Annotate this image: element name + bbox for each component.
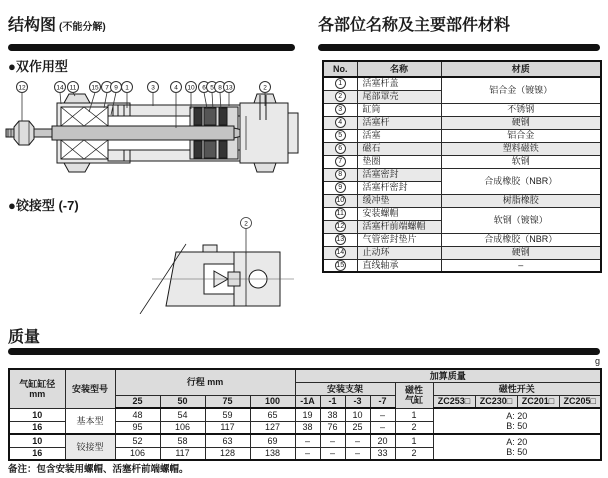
- stroke-cell: 58: [160, 434, 205, 447]
- part-name: 缸筒: [357, 103, 441, 116]
- bracket-cell: –: [295, 447, 320, 460]
- part-name: 活塞: [357, 129, 441, 142]
- part-no: [323, 116, 357, 129]
- part-name: 尾部罩壳: [357, 90, 441, 103]
- stroke-cell: 63: [205, 434, 250, 447]
- materials-row-11: [323, 207, 601, 220]
- materials-row-5: [323, 129, 601, 142]
- magnet-header-line2: 气缸: [405, 395, 424, 405]
- bracket-cell: –: [370, 408, 395, 421]
- col-header-name: 名称: [357, 61, 441, 77]
- mass-header-row-1: [9, 369, 601, 382]
- part-material: 塑料磁铁: [441, 142, 601, 155]
- structure-divider-bar: [8, 44, 295, 51]
- switch-mass-cell: [433, 408, 601, 434]
- bracket-cell: 10: [345, 408, 370, 421]
- part-material: 合成橡胶（NBR）: [441, 168, 601, 194]
- circled-number: 5: [335, 130, 346, 141]
- stroke-cell: 127: [250, 421, 295, 434]
- svg-text:15: 15: [91, 84, 99, 92]
- svg-text:1: 1: [125, 84, 129, 92]
- svg-text:7: 7: [105, 84, 109, 92]
- part-no: [323, 246, 357, 259]
- stroke-cell: 65: [250, 408, 295, 421]
- bracket-cell: 38: [320, 408, 345, 421]
- stroke-cell: 52: [115, 434, 160, 447]
- mass-row-hinge-10: [9, 434, 601, 447]
- svg-text:3: 3: [151, 84, 155, 92]
- bracket-cell: –: [320, 434, 345, 447]
- part-no: [323, 168, 357, 181]
- magnet-cell: 1: [395, 434, 433, 447]
- materials-row-13: [323, 233, 601, 246]
- circled-number: 12: [336, 223, 345, 231]
- callout-2: [260, 82, 271, 93]
- stroke-cell: 54: [160, 408, 205, 421]
- circled-number: 9: [335, 182, 346, 193]
- part-no: [323, 90, 357, 103]
- circled-number: 14: [336, 249, 345, 257]
- bore-header-line2: mm: [29, 388, 46, 399]
- mount-type-cell: 铰接型: [65, 434, 115, 460]
- mass-row-basic-10: [9, 408, 601, 421]
- col-header-switch-zc205: ZC205□: [559, 395, 601, 408]
- part-name: 活塞杆密封: [357, 181, 441, 194]
- col-header-switch-zc230: ZC230□: [475, 395, 517, 408]
- part-material: 硬钢: [441, 246, 601, 259]
- svg-text:11: 11: [69, 84, 77, 92]
- bracket-cell: 38: [295, 421, 320, 434]
- materials-row-6: [323, 142, 601, 155]
- svg-text:10: 10: [187, 84, 195, 92]
- stroke-cell: 117: [160, 447, 205, 460]
- materials-row-1: [323, 77, 601, 90]
- mass-section-title: 质量: [8, 329, 41, 346]
- magnet-cell: 2: [395, 421, 433, 434]
- mount-type-cell: 基本型: [65, 408, 115, 434]
- col-header-material: 材质: [441, 61, 601, 77]
- stroke-cell: 138: [250, 447, 295, 460]
- hinge-type-diagram: [0, 214, 300, 314]
- double-acting-label: ●双作用型: [8, 59, 68, 74]
- materials-row-3: [323, 103, 601, 116]
- switch-mass-b: B: 50: [506, 447, 528, 457]
- part-material: 软钢（镀镍）: [441, 207, 601, 233]
- svg-text:13: 13: [225, 84, 233, 92]
- structure-title-note: (不能分解): [59, 22, 106, 33]
- bore-cell: 16: [9, 421, 65, 434]
- circled-number: 2: [335, 91, 346, 102]
- part-name: 活塞杆盖: [357, 77, 441, 90]
- stroke-cell: 106: [160, 421, 205, 434]
- footnote: 备注：包含安装用螺帽、活塞杆前端螺帽。: [8, 464, 189, 475]
- part-material: 树脂橡胶: [441, 194, 601, 207]
- svg-text:2: 2: [244, 220, 248, 228]
- stroke-cell: 59: [205, 408, 250, 421]
- switch-mass-a: A: 20: [506, 437, 528, 447]
- cylinder-cross-section: [6, 94, 298, 172]
- materials-header-row: [323, 61, 601, 77]
- part-material: 硬钢: [441, 116, 601, 129]
- bracket-cell: 20: [370, 434, 395, 447]
- col-header-switch-group: 磁性开关: [433, 382, 601, 395]
- svg-text:5: 5: [210, 84, 214, 92]
- materials-table: [322, 60, 602, 273]
- part-no: [323, 207, 357, 220]
- part-no: [323, 129, 357, 142]
- svg-text:8: 8: [218, 84, 222, 92]
- callout-numbers: [17, 82, 271, 93]
- circled-number: 7: [335, 156, 346, 167]
- mass-unit-label: g: [594, 356, 600, 366]
- col-header-switch-zc253: ZC253□: [433, 395, 475, 408]
- col-header-stroke-25: 25: [115, 395, 160, 408]
- magnet-cell: 2: [395, 447, 433, 460]
- materials-row-4: [323, 116, 601, 129]
- bore-cell: 10: [9, 434, 65, 447]
- callout-1: [122, 82, 133, 93]
- callout-13: [224, 82, 235, 93]
- mass-table: [8, 368, 602, 461]
- circled-number: 15: [336, 261, 345, 269]
- mass-divider-bar: [8, 348, 600, 355]
- part-name: 缓冲垫: [357, 194, 441, 207]
- col-header-stroke-100: 100: [250, 395, 295, 408]
- part-name: 活塞杆: [357, 116, 441, 129]
- bracket-cell: 33: [370, 447, 395, 460]
- circled-number: 1: [335, 78, 346, 89]
- circled-number: 4: [335, 117, 346, 128]
- col-header-stroke-group: 行程 mm: [115, 369, 295, 395]
- structure-section-title: [8, 12, 106, 35]
- structure-title-text: 结构图: [8, 17, 57, 34]
- stroke-cell: 48: [115, 408, 160, 421]
- col-header-no: No.: [323, 61, 357, 77]
- materials-divider-bar: [318, 44, 600, 51]
- part-name: 活塞杆前端螺帽: [357, 220, 441, 233]
- part-material: 铝合金: [441, 129, 601, 142]
- switch-mass-a: A: 20: [506, 411, 528, 421]
- col-header-bracket-3: -3: [345, 395, 370, 408]
- bracket-cell: –: [345, 447, 370, 460]
- bracket-cell: 76: [320, 421, 345, 434]
- stroke-cell: 128: [205, 447, 250, 460]
- callout-4: [171, 82, 182, 93]
- svg-text:12: 12: [18, 84, 26, 92]
- part-no: [323, 220, 357, 233]
- part-material: 铝合金（镀镍）: [441, 77, 601, 103]
- part-material: –: [441, 259, 601, 272]
- callout-9: [111, 82, 122, 93]
- double-acting-cylinder-diagram: [0, 75, 300, 185]
- col-header-bracket-group: 安装支架: [295, 382, 395, 395]
- part-name: 直线轴承: [357, 259, 441, 272]
- callout-11: [68, 82, 79, 93]
- col-header-added-mass: 加算质量: [295, 369, 601, 382]
- col-header-mount: 安装型号: [65, 369, 115, 408]
- part-name: 止动环: [357, 246, 441, 259]
- materials-row-10: [323, 194, 601, 207]
- bracket-cell: 19: [295, 408, 320, 421]
- col-header-switch-zc201: ZC201□: [517, 395, 559, 408]
- circled-number: 13: [336, 236, 345, 244]
- svg-text:4: 4: [174, 84, 178, 92]
- materials-row-7: [323, 155, 601, 168]
- magnet-header-line1: 磁性: [405, 385, 424, 395]
- col-header-stroke-75: 75: [205, 395, 250, 408]
- callout-15: [90, 82, 101, 93]
- callout-10: [186, 82, 197, 93]
- svg-text:9: 9: [114, 84, 118, 92]
- part-name: 安装螺帽: [357, 207, 441, 220]
- callout-3: [148, 82, 159, 93]
- part-no: [323, 181, 357, 194]
- svg-text:2: 2: [263, 84, 267, 92]
- hinge-callout-2: [241, 218, 252, 229]
- bore-cell: 10: [9, 408, 65, 421]
- bore-header-line1: 气缸缸径: [19, 378, 56, 389]
- part-no: [323, 77, 357, 90]
- part-name: 垫圈: [357, 155, 441, 168]
- stroke-cell: 95: [115, 421, 160, 434]
- bore-cell: 16: [9, 447, 65, 460]
- materials-row-14: [323, 246, 601, 259]
- col-header-bracket-1a: -1A: [295, 395, 320, 408]
- part-material: 合成橡胶（NBR）: [441, 233, 601, 246]
- magnet-cell: 1: [395, 408, 433, 421]
- bracket-cell: –: [345, 434, 370, 447]
- switch-mass-b: B: 50: [506, 421, 528, 431]
- materials-row-15: [323, 259, 601, 272]
- part-material: 软钢: [441, 155, 601, 168]
- part-no: [323, 194, 357, 207]
- circled-number: 10: [336, 197, 345, 205]
- callout-12: [17, 82, 28, 93]
- col-header-bracket-1: -1: [320, 395, 345, 408]
- bracket-cell: –: [295, 434, 320, 447]
- part-material: 不锈钢: [441, 103, 601, 116]
- part-no: [323, 155, 357, 168]
- svg-text:6: 6: [202, 84, 206, 92]
- part-name: 气管密封垫片: [357, 233, 441, 246]
- switch-mass-cell: [433, 434, 601, 460]
- part-no: [323, 103, 357, 116]
- col-header-magnet: [395, 382, 433, 408]
- materials-section-title: 各部位名称及主要部件材料: [318, 17, 511, 34]
- col-header-stroke-50: 50: [160, 395, 205, 408]
- hinge-type-label: ●铰接型 (-7): [8, 198, 79, 213]
- col-header-bore: [9, 369, 65, 408]
- circled-number: 3: [335, 104, 346, 115]
- stroke-cell: 106: [115, 447, 160, 460]
- part-name: 活塞密封: [357, 168, 441, 181]
- svg-text:14: 14: [56, 84, 64, 92]
- callout-14: [55, 82, 66, 93]
- bracket-cell: –: [370, 421, 395, 434]
- part-no: [323, 142, 357, 155]
- stroke-cell: 117: [205, 421, 250, 434]
- bracket-cell: 25: [345, 421, 370, 434]
- materials-row-8: [323, 168, 601, 181]
- circled-number: 8: [335, 169, 346, 180]
- col-header-bracket-7: -7: [370, 395, 395, 408]
- circled-number: 11: [336, 210, 344, 218]
- part-no: [323, 233, 357, 246]
- stroke-cell: 69: [250, 434, 295, 447]
- part-no: [323, 259, 357, 272]
- circled-number: 6: [335, 143, 346, 154]
- bracket-cell: –: [320, 447, 345, 460]
- part-name: 磁石: [357, 142, 441, 155]
